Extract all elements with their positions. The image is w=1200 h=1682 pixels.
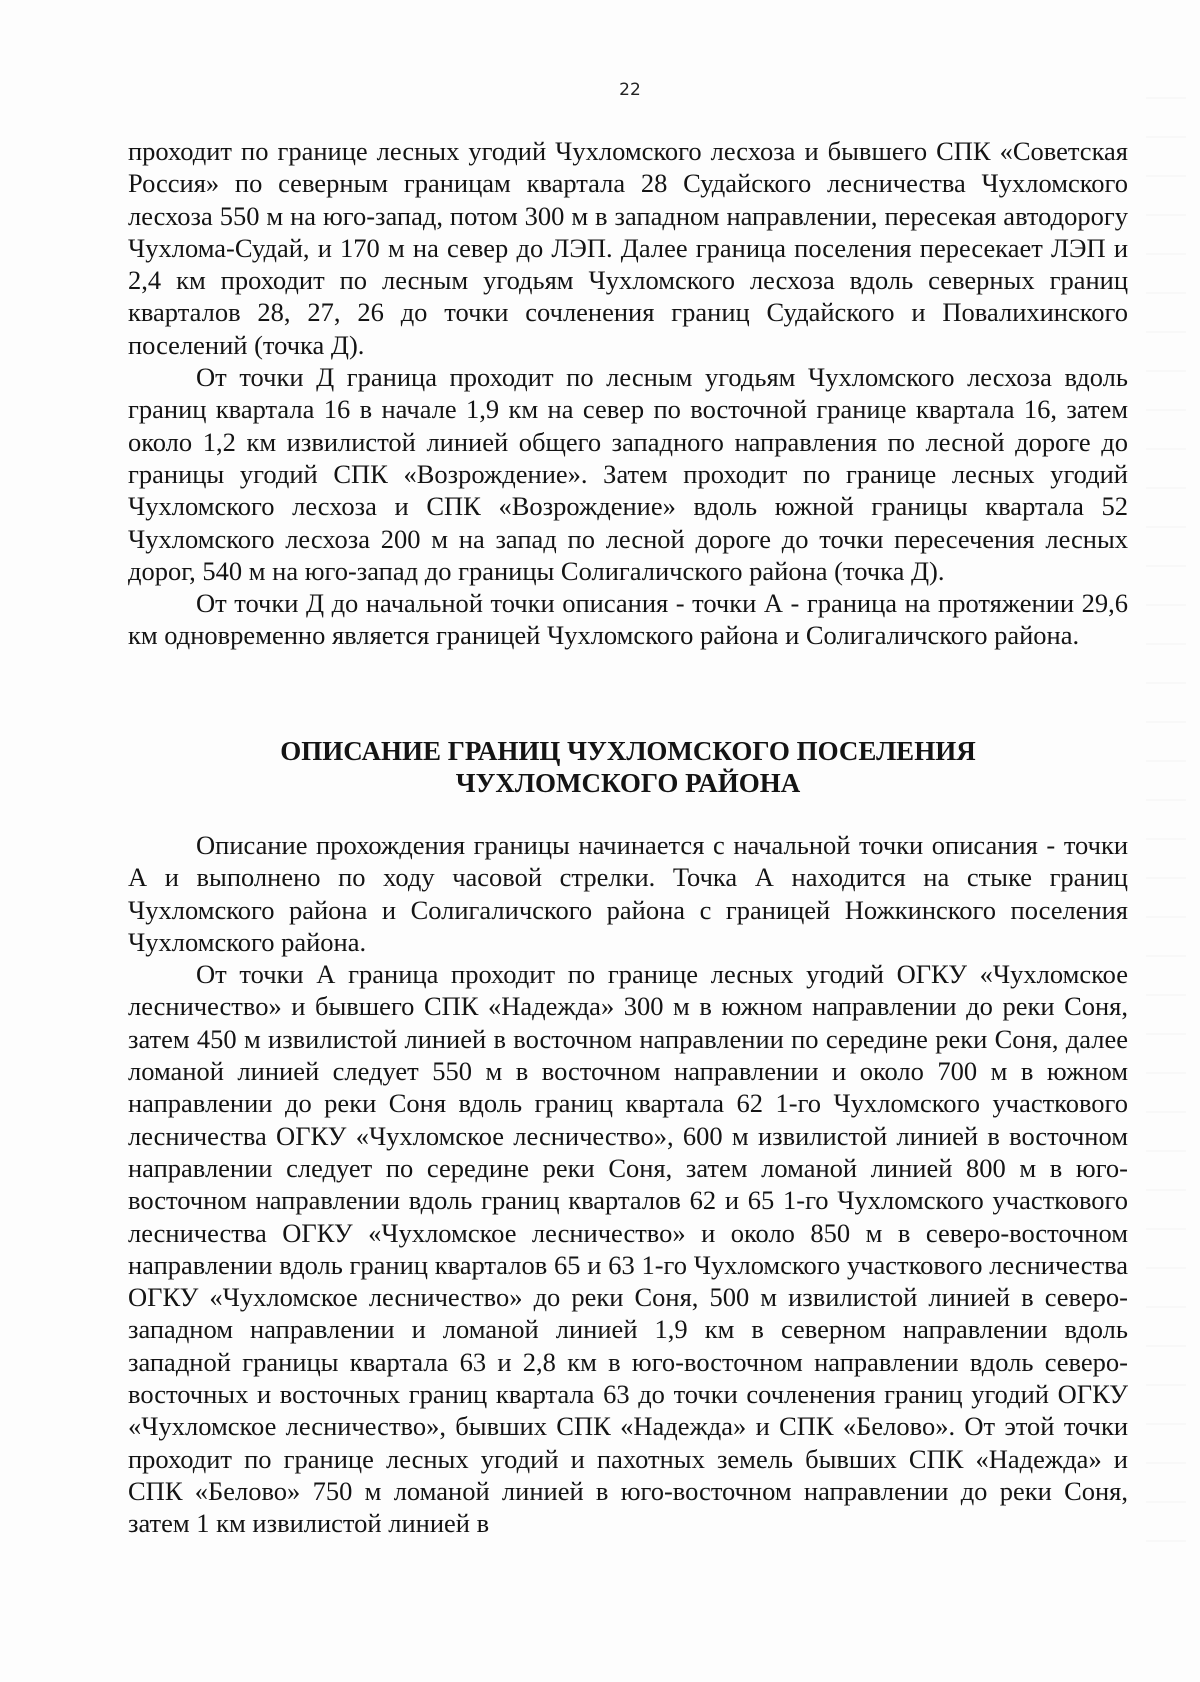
heading-line: ОПИСАНИЕ ГРАНИЦ ЧУХЛОМСКОГО ПОСЕЛЕНИЯ bbox=[280, 736, 976, 766]
paragraph: От точки Д до начальной точки описания - точки А - граница на протяжении 29,6 км одновременно является границей Чухломского района и Солигаличского района. bbox=[128, 588, 1128, 651]
text-block-previous-section bbox=[128, 135, 1128, 652]
heading-line: ЧУХЛОМСКОГО РАЙОНА bbox=[455, 768, 801, 798]
scan-noise bbox=[1146, 60, 1186, 1560]
paragraph: От точки Д граница проходит по лесным угодьям Чухломского лесхоза вдоль границ квартала 16 в начале 1,9 км на север по восточной границе квартала 16, затем около 1,2 км извилистой линией общего западного направления по лесной дороге до границы угодий СПК «Возрождение». Затем проходит по границе лесных угодий Чухломского лесхоза и СПК «Возрождение» вдоль южной границы квартала 52 Чухломского лесхоза 200 м на запад по лесной дороге до точки пересечения лесных дорог, 540 м на юго-запад до границы Солигаличского района (точка Д). bbox=[128, 362, 1128, 586]
page-number: 22 bbox=[619, 80, 641, 100]
text-block-section bbox=[128, 829, 1128, 1540]
section-heading bbox=[128, 735, 1128, 799]
paragraph: Описание прохождения границы начинается с начальной точки описания - точки А и выполнено по ходу часовой стрелки. Точка А находится на стыке границ Чухломского района и Солигаличского района с границей Ножкинского поселения Чухломского района. bbox=[128, 830, 1128, 957]
paragraph: От точки А граница проходит по границе лесных угодий ОГКУ «Чухломское лесничество» и бывшего СПК «Надежда» 300 м в южном направлении до реки Соня, затем 450 м извилистой линией в восточном направлении по середине реки Соня, далее ломаной линией следует 550 м в восточном направлении и около 700 м в южном направлении до реки Соня вдоль границ квартала 62 1-го Чухломского участкового лесничества ОГКУ «Чухломское лесничество», 600 м извилистой линией в восточном направлении следует по середине реки Соня, затем ломаной линией 800 м в юго-восточном направлении вдоль границ кварталов 62 и 65 1-го Чухломского участкового лесничества ОГКУ «Чухломское лесничество» и около 850 м в северо-восточном направлении вдоль границ кварталов 65 и 63 1-го Чухломского участкового лесничества ОГКУ «Чухломское лесничество» до реки Соня, 500 м извилистой линией в северо-западном направлении и ломаной линией 1,9 км в северном направлении вдоль западной границы квартала 63 и 2,8 км в юго-восточном направлении вдоль северо-восточных и восточных границ квартала 63 до точки сочленения границ угодий ОГКУ «Чухломское лесничество», бывших СПК «Надежда» и СПК «Белово». От этой точки проходит по границе лесных угодий и пахотных земель бывших СПК «Надежда» и СПК «Белово» 750 м ломаной линией в юго-восточном направлении до реки Соня, затем 1 км извилистой линией в bbox=[128, 959, 1128, 1539]
paragraph: проходит по границе лесных угодий Чухломского лесхоза и бывшего СПК «Советская Россия» по северным границам квартала 28 Судайского лесничества Чухломского лесхоза 550 м на юго-запад, потом 300 м в западном направлении, пересекая автодорогу Чухлома-Судай, и 170 м на север до ЛЭП. Далее граница поселения пересекает ЛЭП и 2,4 км проходит по лесным угодьям Чухломского лесхоза вдоль северных границ кварталов 28, 27, 26 до точки сочленения границ Судайского и Повалихинского поселений (точка Д). bbox=[128, 136, 1128, 360]
